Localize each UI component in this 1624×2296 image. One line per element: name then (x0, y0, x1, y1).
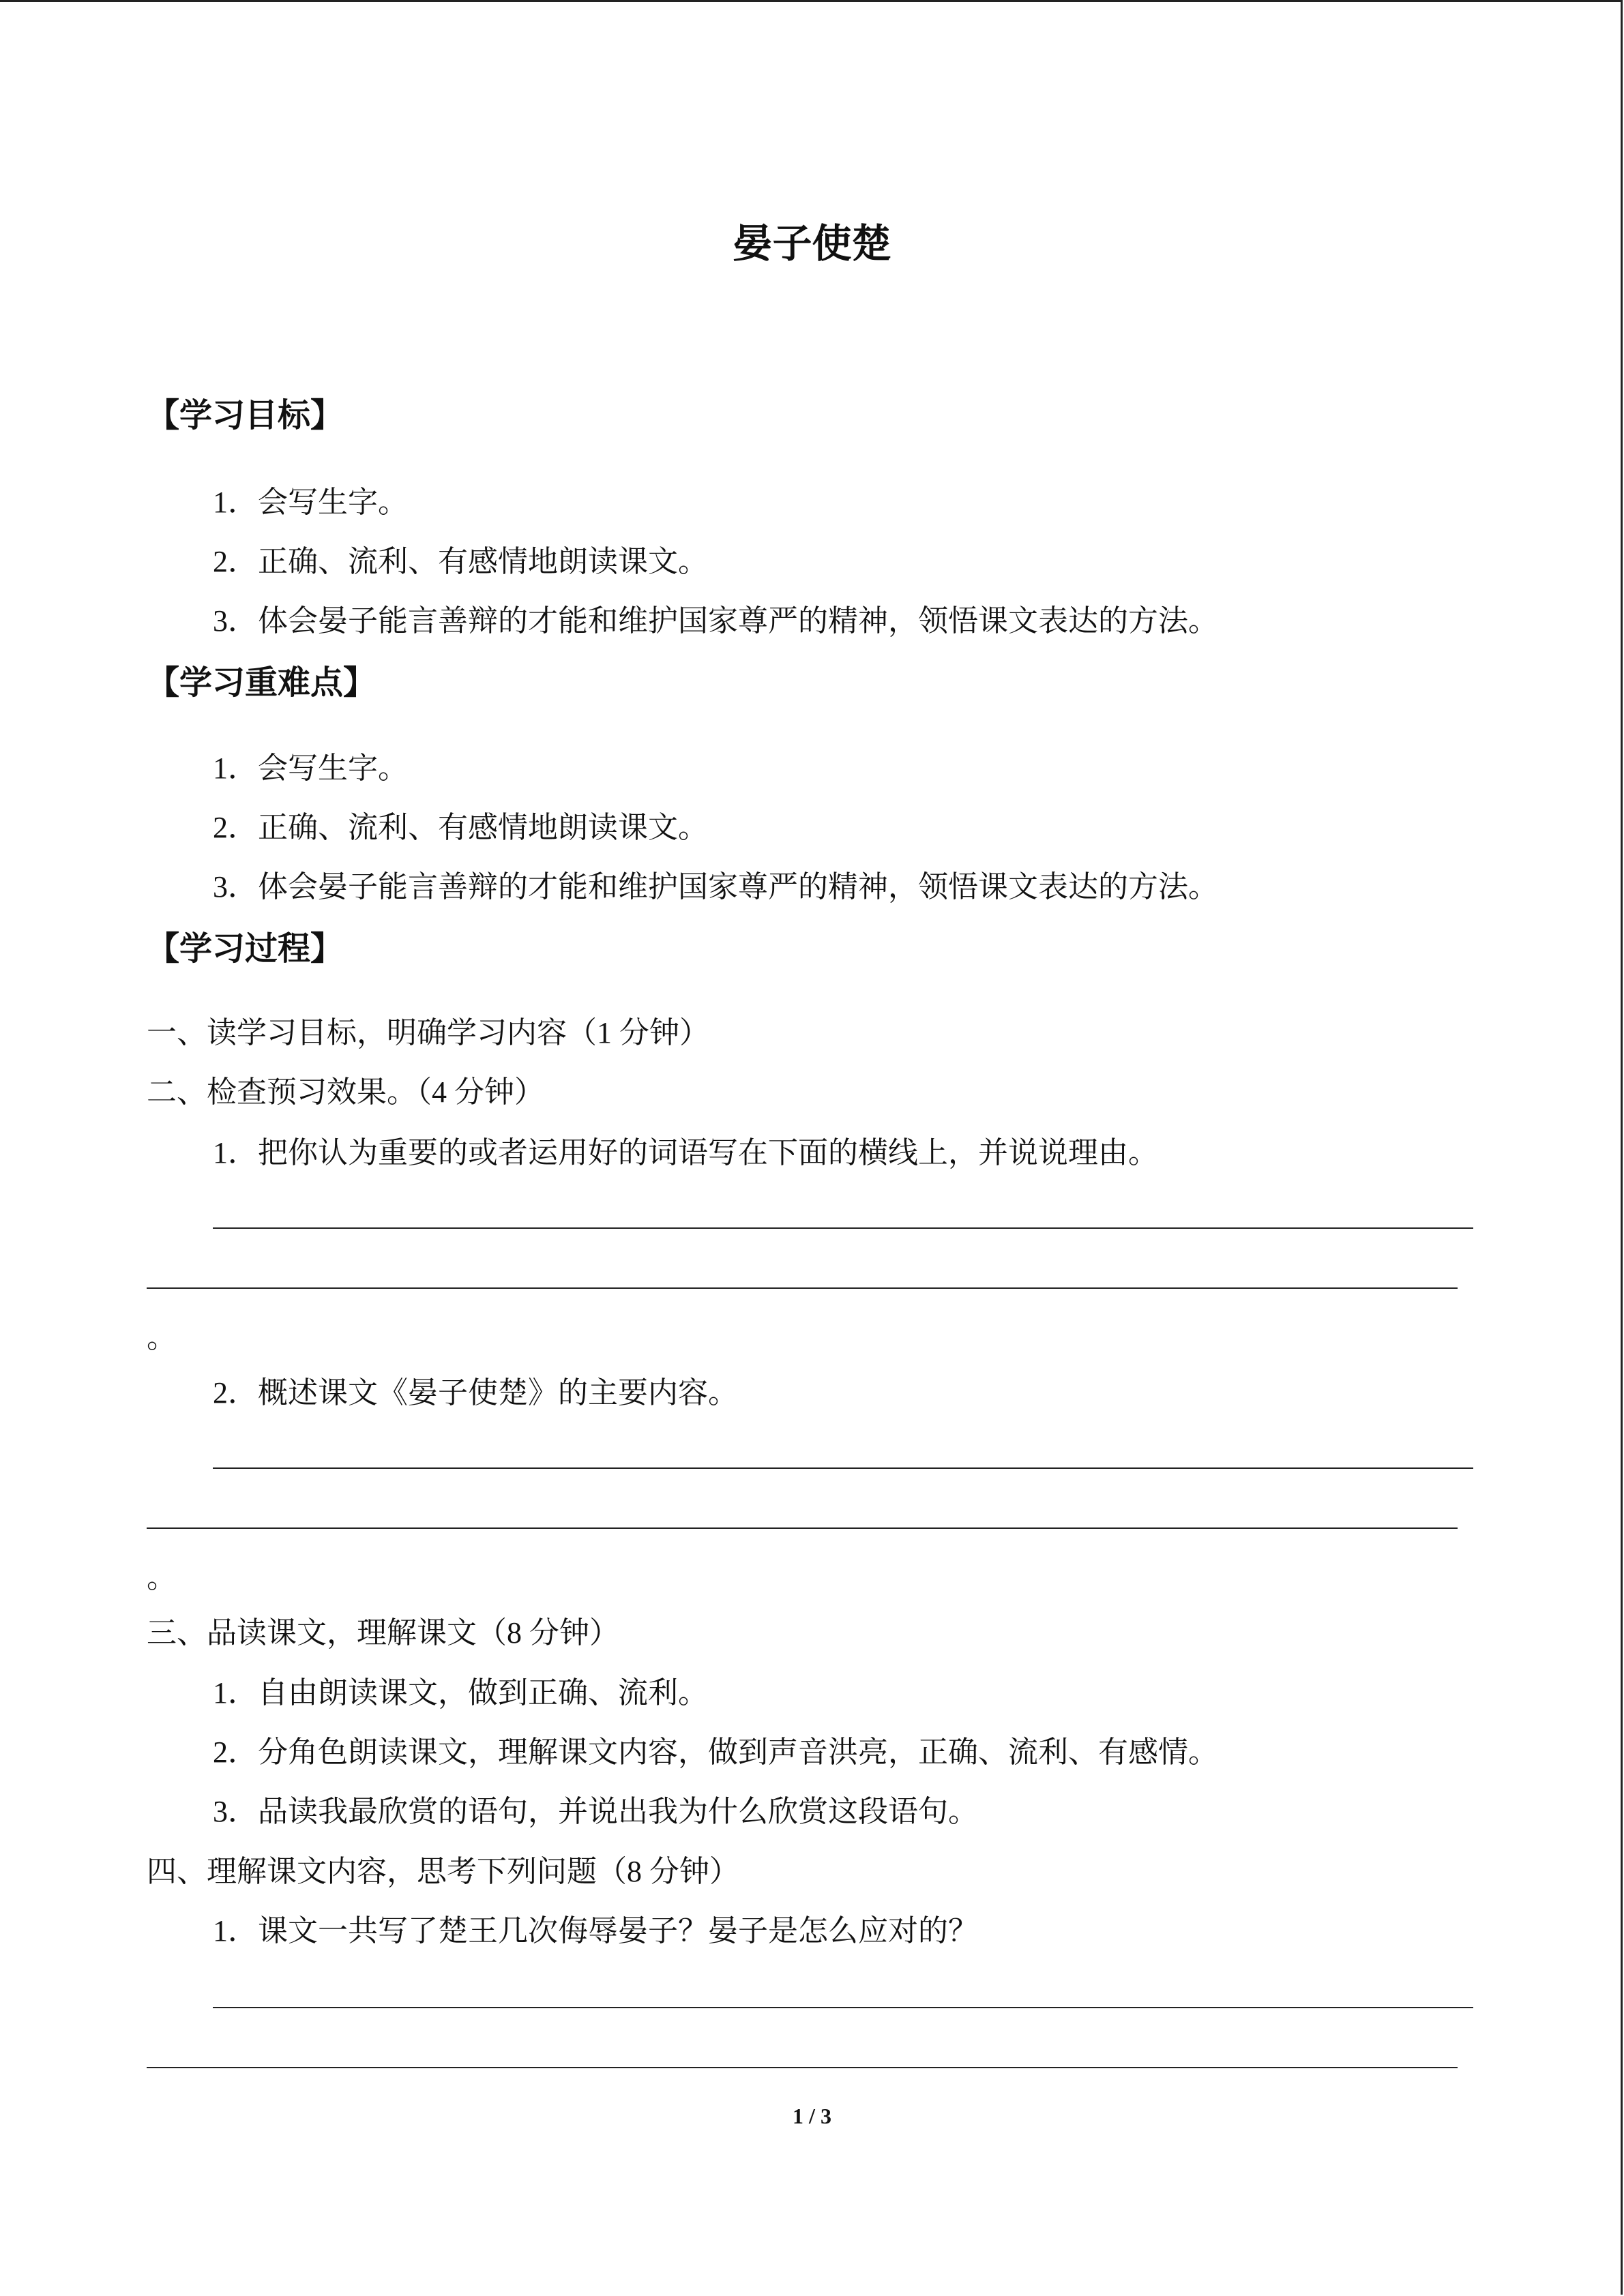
page-number: 1 / 3 (793, 2104, 831, 2128)
goal-item-1: 1．会写生字。 (213, 486, 408, 519)
goal-item-2: 2．正确、流利、有感情地朗读课文。 (213, 545, 708, 578)
key-points-heading: 【学习重难点】 (147, 664, 377, 702)
step4-question-1: 1．课文一共写了楚王几次侮辱晏子？晏子是怎么应对的？ (213, 1914, 978, 1948)
answer-line[interactable] (147, 2067, 1458, 2068)
process-heading: 【学习过程】 (147, 929, 344, 968)
process-step-3-title: 三、品读课文，理解课文（8 分钟） (147, 1616, 619, 1650)
step3-item-2: 2．分角色朗读课文，理解课文内容，做到声音洪亮，正确、流利、有感情。 (213, 1735, 1218, 1769)
process-step-2-title: 二、检查预习效果。（4 分钟） (147, 1075, 544, 1109)
step2-question-2: 2．概述课文《晏子使楚》的主要内容。 (213, 1376, 738, 1410)
answer-line[interactable] (147, 1527, 1458, 1529)
key-point-item-1: 1．会写生字。 (213, 751, 408, 785)
key-point-item-3: 3．体会晏子能言善辩的才能和维护国家尊严的精神，领悟课文表达的方法。 (213, 870, 1218, 904)
answer-end-mark: 。 (147, 1561, 177, 1594)
goal-item-3: 3．体会晏子能言善辩的才能和维护国家尊严的精神，领悟课文表达的方法。 (213, 604, 1218, 638)
answer-line[interactable] (213, 1467, 1473, 1469)
process-step-4-title: 四、理解课文内容，思考下列问题（8 分钟） (147, 1855, 739, 1888)
key-point-item-2: 2．正确、流利、有感情地朗读课文。 (213, 811, 708, 844)
step3-item-3: 3．品读我最欣赏的语句，并说出我为什么欣赏这段语句。 (213, 1795, 978, 1828)
step3-item-1: 1．自由朗读课文，做到正确、流利。 (213, 1676, 708, 1710)
answer-line[interactable] (147, 1287, 1458, 1289)
answer-end-mark: 。 (147, 1321, 177, 1354)
process-step-1: 一、读学习目标，明确学习内容（1 分钟） (147, 1016, 709, 1049)
goals-heading: 【学习目标】 (147, 396, 344, 434)
step2-question-1: 1．把你认为重要的或者运用好的词语写在下面的横线上，并说说理由。 (213, 1136, 1158, 1169)
answer-line[interactable] (213, 1227, 1473, 1229)
page-title: 晏子使楚 (733, 220, 891, 267)
answer-line[interactable] (213, 2007, 1473, 2008)
